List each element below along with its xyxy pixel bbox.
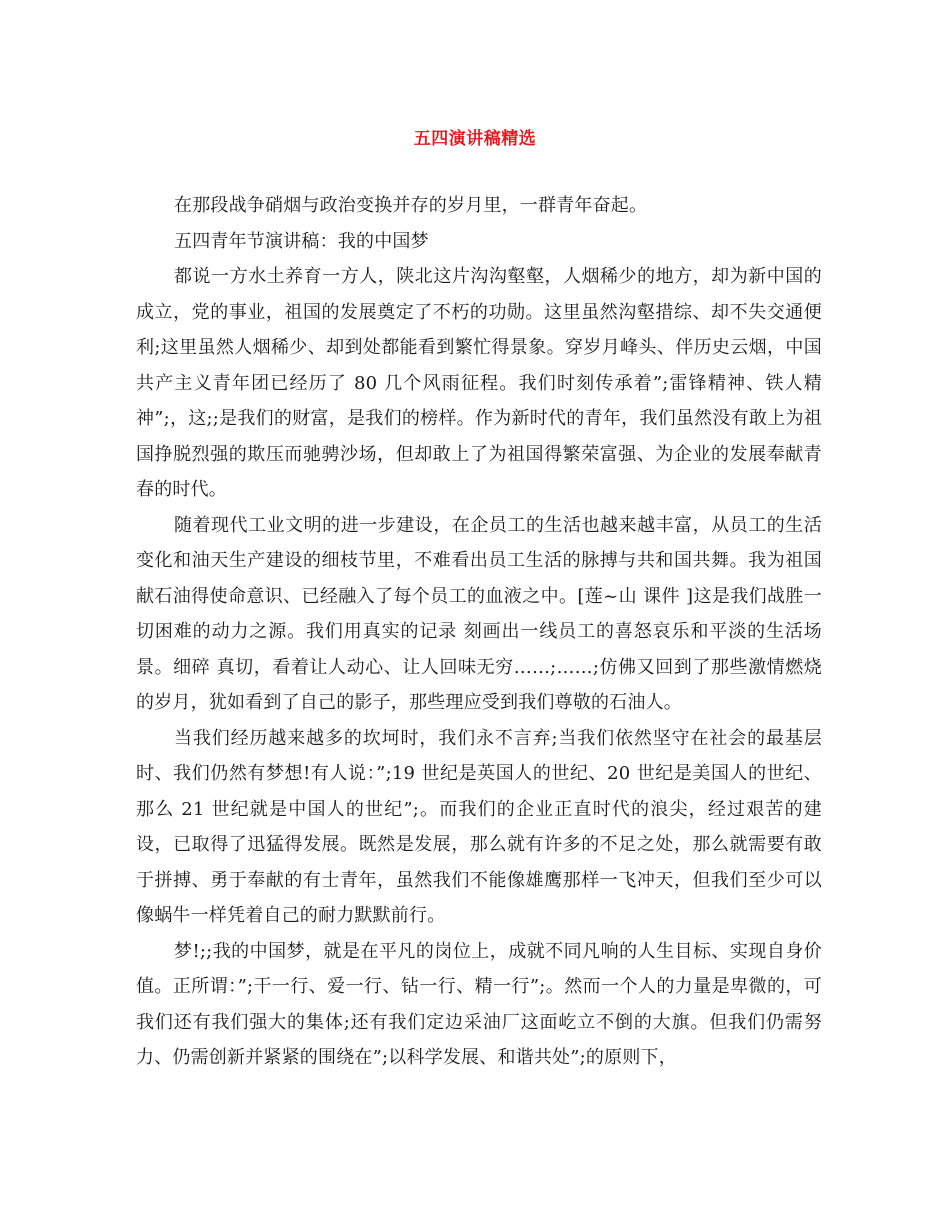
paragraph-subtitle: 五四青年节演讲稿：我的中国梦: [174, 230, 429, 252]
document-body: [136, 188, 822, 1076]
paragraph-hardship: 当我们经历越来越多的坎坷时，我们永不言弃;当我们依然坚守在社会的最基层时、我们仍然有梦想!有人说：”;19 世纪是英国人的世纪、20 世纪是美国人的世纪、那么 21 世纪就是中国人的世纪”;。而我们的企业正直时代的浪尖，经过艰苦的建设，已取得了迅猛得发展。既然是发展，那么就有许多的不足之处，那么就需要有敢于拼搏、勇于奉献的有士青年，虽然我们不能像雄鹰那样一飞冲天，但我们至少可以像蜗牛一样凭着自己的耐力默默前行。: [136, 727, 822, 926]
paragraph-dream: 梦!;;我的中国梦，就是在平凡的岗位上，成就不同凡响的人生目标、实现自身价值。正所谓：”;干一行、爱一行、钻一行、精一行”;。然而一个人的力量是卑微的，可我们还有我们强大的集体;还有我们定边采油厂这面屹立不倒的大旗。但我们仍需努力、仍需创新并紧紧的围绕在”;以科学发展、和谐共处”;的原则下，: [136, 940, 822, 1068]
document-title: 五四演讲稿精选: [413, 129, 537, 149]
paragraph-shaanbei: 都说一方水土养育一方人，陕北这片沟沟壑壑，人烟稀少的地方，却为新中国的成立，党的事业，祖国的发展奠定了不朽的功勋。这里虽然沟壑措综、却不失交通便利;这里虽然人烟稀少、却到处都能看到繁忙得景象。穿岁月峰头、伴历史云烟，中国共产主义青年团已经历了 80 几个风雨征程。我们时刻传承着”;雷锋精神、铁人精神”;，这;;是我们的财富，是我们的榜样。作为新时代的青年，我们虽然没有敢上为祖国挣脱烈强的欺压而驰骋沙场，但却敢上了为祖国得繁荣富强、为企业的发展奉献青春的时代。: [136, 266, 822, 500]
paragraph-intro: 在那段战争硝烟与政治变换并存的岁月里，一群青年奋起。: [174, 195, 648, 216]
paragraph-industry: 随着现代工业文明的进一步建设，在企员工的生活也越来越丰富，从员工的生活变化和油天生产建设的细枝节里，不难看出员工生活的脉搏与共和国共舞。我为祖国献石油得使命意识、已经融入了每个员工的血液之中。[莲~山 课件 ]这是我们战胜一切困难的动力之源。我们用真实的记录 刻画出一线员工的喜怒哀乐和平淡的生活场景。细碎 真切，看着让人动心、让人回味无穷……;……;仿佛又回到了那些激情燃烧的岁月，犹如看到了自己的影子，那些理应受到我们尊敬的石油人。: [136, 514, 822, 713]
